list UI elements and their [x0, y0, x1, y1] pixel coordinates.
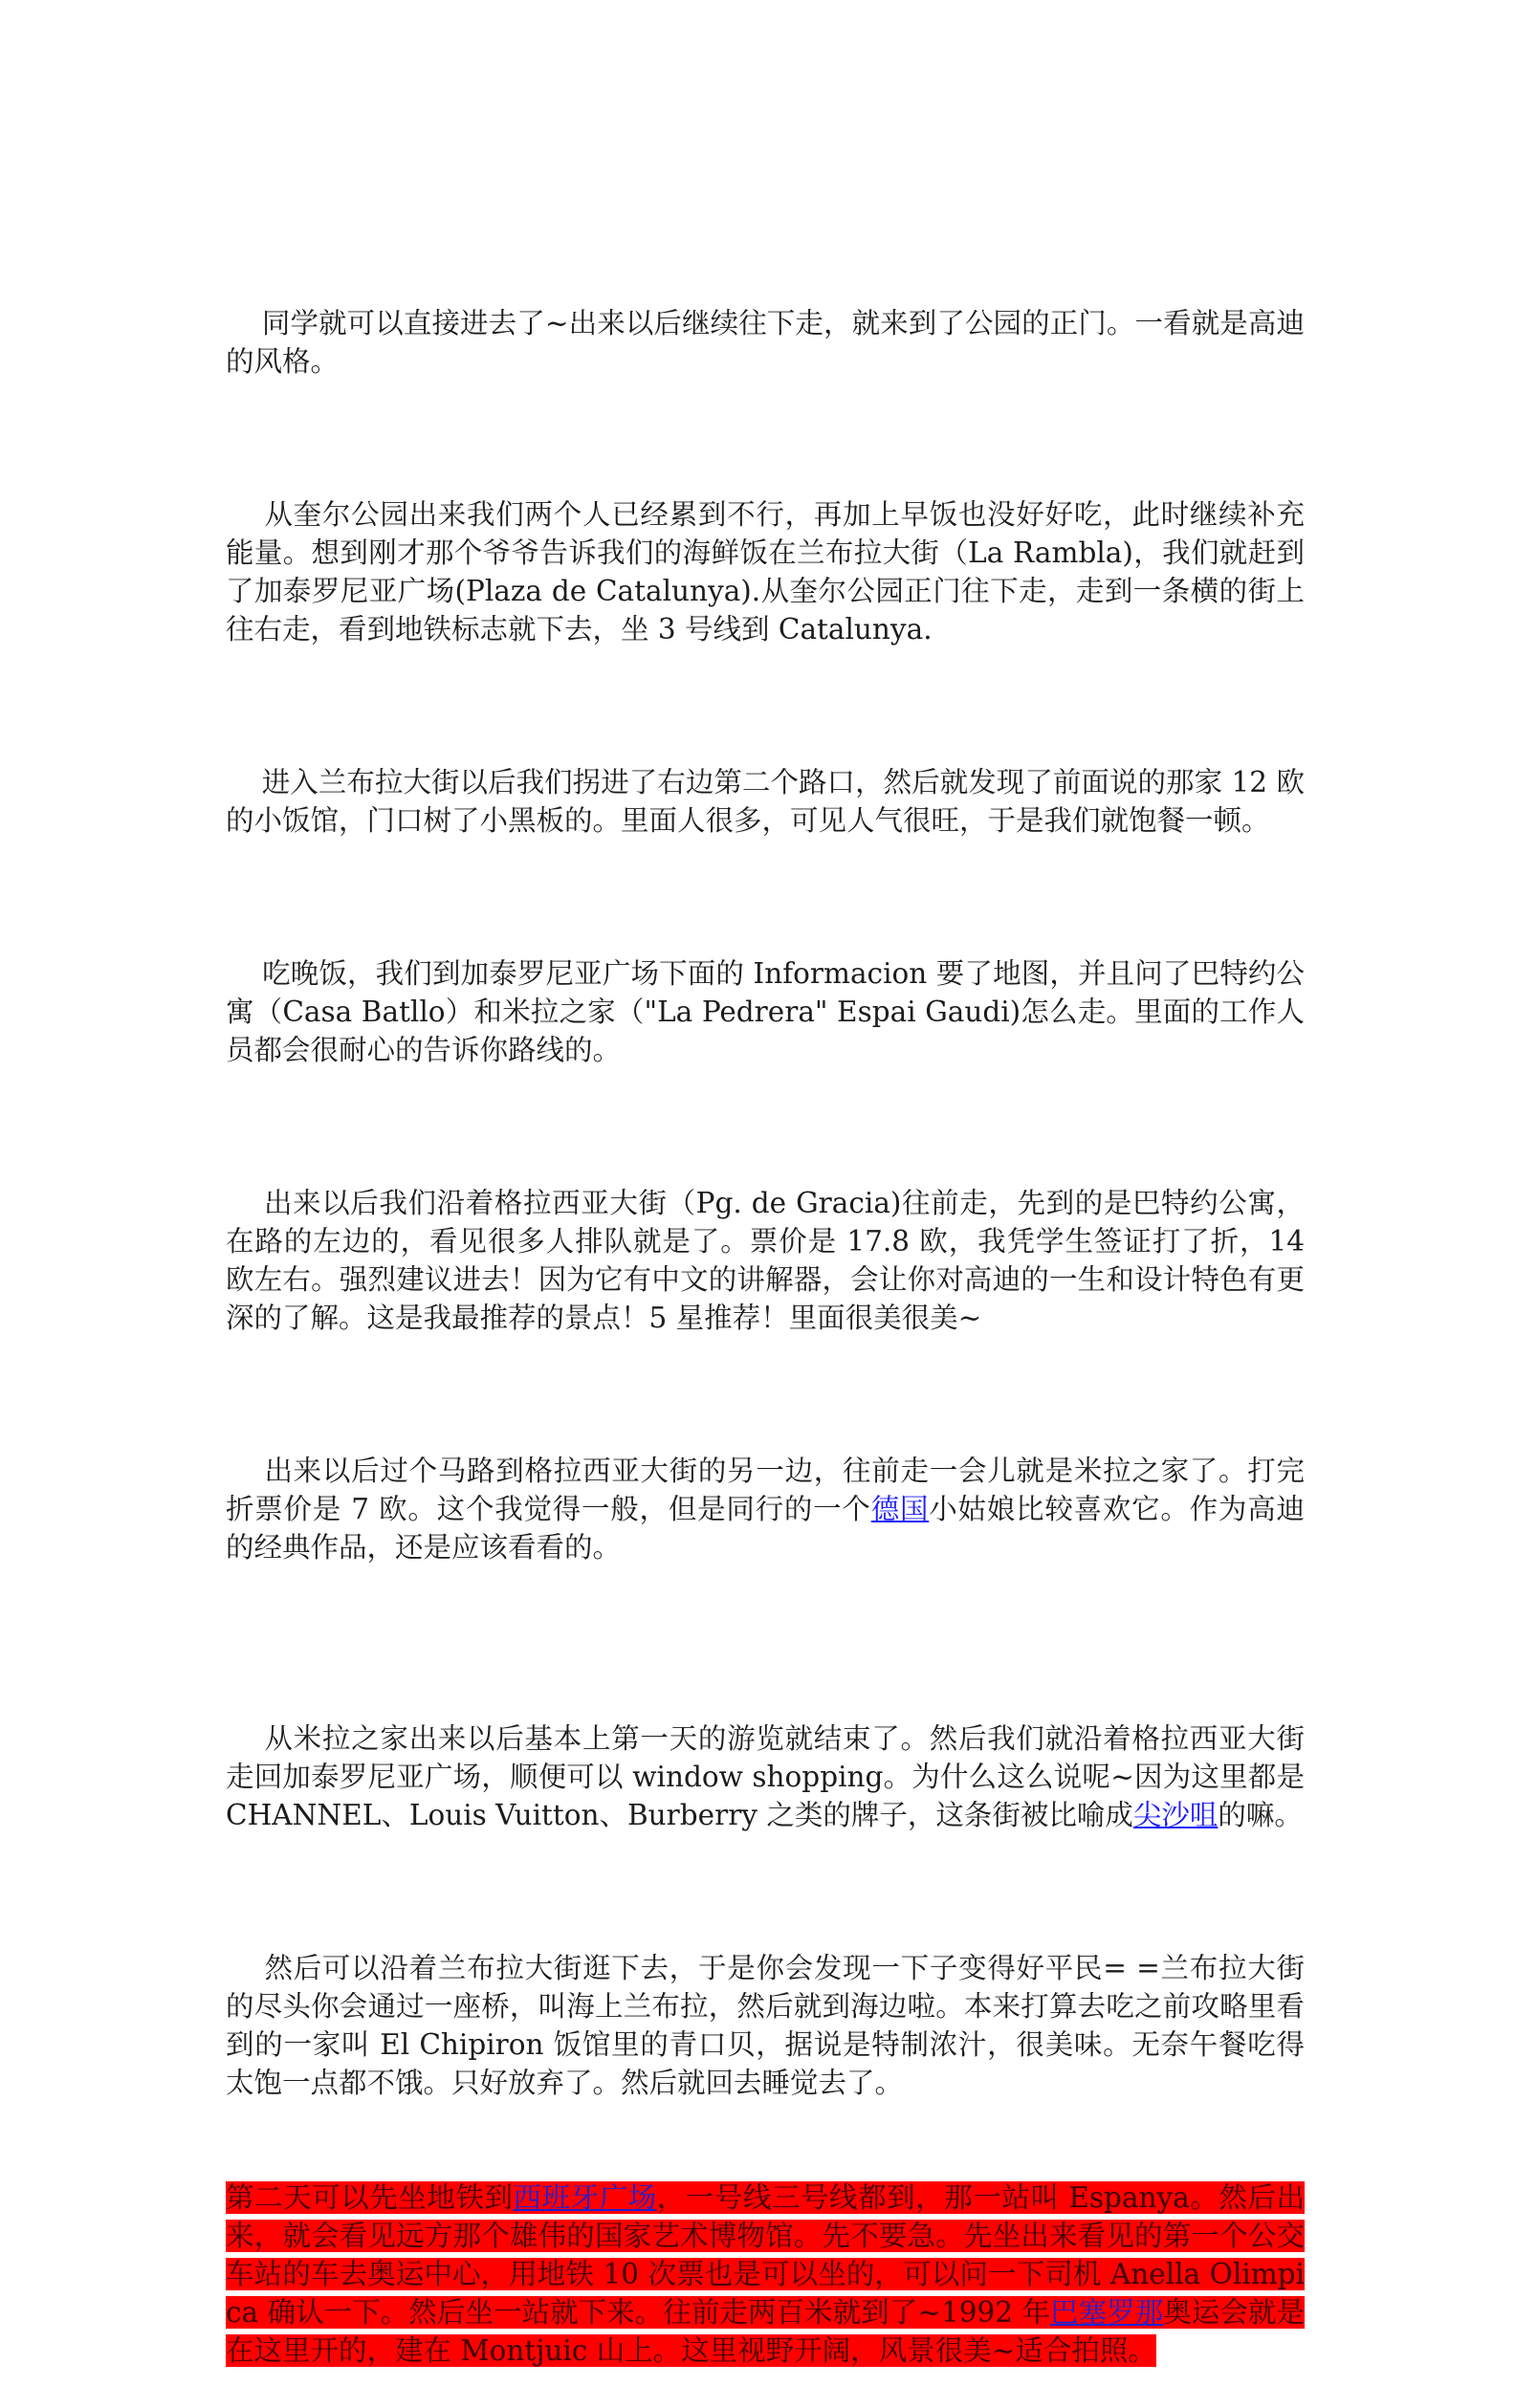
paragraph-text: 奥运会就是在这里开的，建在 Montjuic 山上。这里视野开阔，风景很美~适合拍照。: [226, 2296, 1305, 2367]
paragraph-text: ，一号线三号线都到，那一站叫 Espanya。然后出来，就会看见远方那个雄伟的国家艺术博物馆。先不要急。先坐出来看见的第一个公交车站的车去奥运中心，用地铁 10 次票也是可以坐的，可以问一下司机 Anella Olimpica 确认一下。然后坐一站就下来。往前走两百米就到了~1992 年: [226, 2181, 1305, 2329]
paragraph-text: 小姑娘比较喜欢它。作为高迪的经典作品，还是应该看看的。: [226, 1493, 1305, 1564]
highlighted-text: [226, 2181, 1305, 2367]
link-plaza-espanya[interactable]: 西班牙广场: [513, 2181, 657, 2214]
paragraph-text: 的嘛。: [1218, 1799, 1303, 1831]
paragraph-casa-batllo: [226, 1146, 1314, 1375]
paragraph-rambla-end: [226, 1911, 1305, 2140]
paragraph-text: 然后可以沿着兰布拉大街逛下去，于是你会发现一下子变得好平民= =兰布拉大街的尽头你会通过一座桥，叫海上兰布拉，然后就到海边啦。本来打算去吃之前攻略里看到的一家叫 El Chipiron 饭馆里的青口贝，据说是特制浓汁，很美味。无奈午餐吃得太饱一点都不饿。只好放弃了。然后就回去睡觉去了。: [226, 1952, 1305, 2099]
paragraph-window-shopping: [226, 1681, 1314, 1872]
paragraph-information-center: [226, 916, 1305, 1107]
paragraph-text: 进入兰布拉大街以后我们拐进了右边第二个路口，然后就发现了前面说的那家 12 欧的小饭馆，门口树了小黑板的。里面人很多，可见人气很旺，于是我们就饱餐一顿。: [226, 766, 1305, 837]
paragraph-text: 从米拉之家出来以后基本上第一天的游览就结束了。然后我们就沿着格拉西亚大街走回加泰罗尼亚广场，顺便可以 window shopping。为什么这么说呢~因为这里都是 CHANNEL、Louis Vuitton、Burberry 之类的牌子，这条街被比喻成: [226, 1722, 1314, 1831]
paragraph-text: 出来以后我们沿着格拉西亚大街（Pg. de Gracia)往前走，先到的是巴特约公寓，在路的左边的，看见很多人排队就是了。票价是 17.8 欧，我凭学生签证打了折，14 欧左右。强烈建议进去！因为它有中文的讲解器，会让你对高迪的一生和设计特色有更深的了解。这是我最推荐的景点！5 星推荐！里面很美很美~: [226, 1187, 1314, 1334]
paragraph-text: 吃晚饭，我们到加泰罗尼亚广场下面的 Informacion 要了地图，并且问了巴特约公寓（Casa Batllo）和米拉之家（"La Pedrera" Espai Gaudi)怎么走。里面的工作人员都会很耐心的告诉你路线的。: [226, 957, 1306, 1066]
link-barcelona[interactable]: 巴塞罗那: [1050, 2296, 1164, 2329]
paragraph-day-two-highlighted: [226, 2178, 1305, 2370]
link-tsim-sha-tsui[interactable]: 尖沙咀: [1132, 1799, 1219, 1831]
document-page: [226, 266, 1314, 2408]
paragraph-restaurant: [226, 725, 1305, 878]
paragraph-text: 第二天可以先坐地铁到: [226, 2181, 514, 2214]
paragraph-park-gate: [226, 266, 1305, 419]
paragraph-text: 出来以后过个马路到格拉西亚大街的另一边，往前走一会儿就是米拉之家了。打完折票价是 7 欧。这个我觉得一般，但是同行的一个: [226, 1455, 1305, 1525]
paragraph-text: 从奎尔公园出来我们两个人已经累到不行，再加上早饭也没好好吃，此时继续补充能量。想到刚才那个爷爷告诉我们的海鲜饭在兰布拉大街（La Rambla)，我们就赶到了加泰罗尼亚广场(Plaza de Catalunya).从奎尔公园正门往下走，走到一条横的街上往右走，看到地铁标志就下去，坐 3 号线到 Catalunya.: [226, 498, 1305, 646]
link-germany[interactable]: 德国: [870, 1493, 930, 1525]
paragraph-la-pedrera: [226, 1413, 1305, 1605]
paragraph-la-rambla-route: [226, 457, 1305, 687]
paragraph-text: 同学就可以直接进去了~出来以后继续往下走，就来到了公园的正门。一看就是高迪的风格。: [226, 307, 1305, 378]
